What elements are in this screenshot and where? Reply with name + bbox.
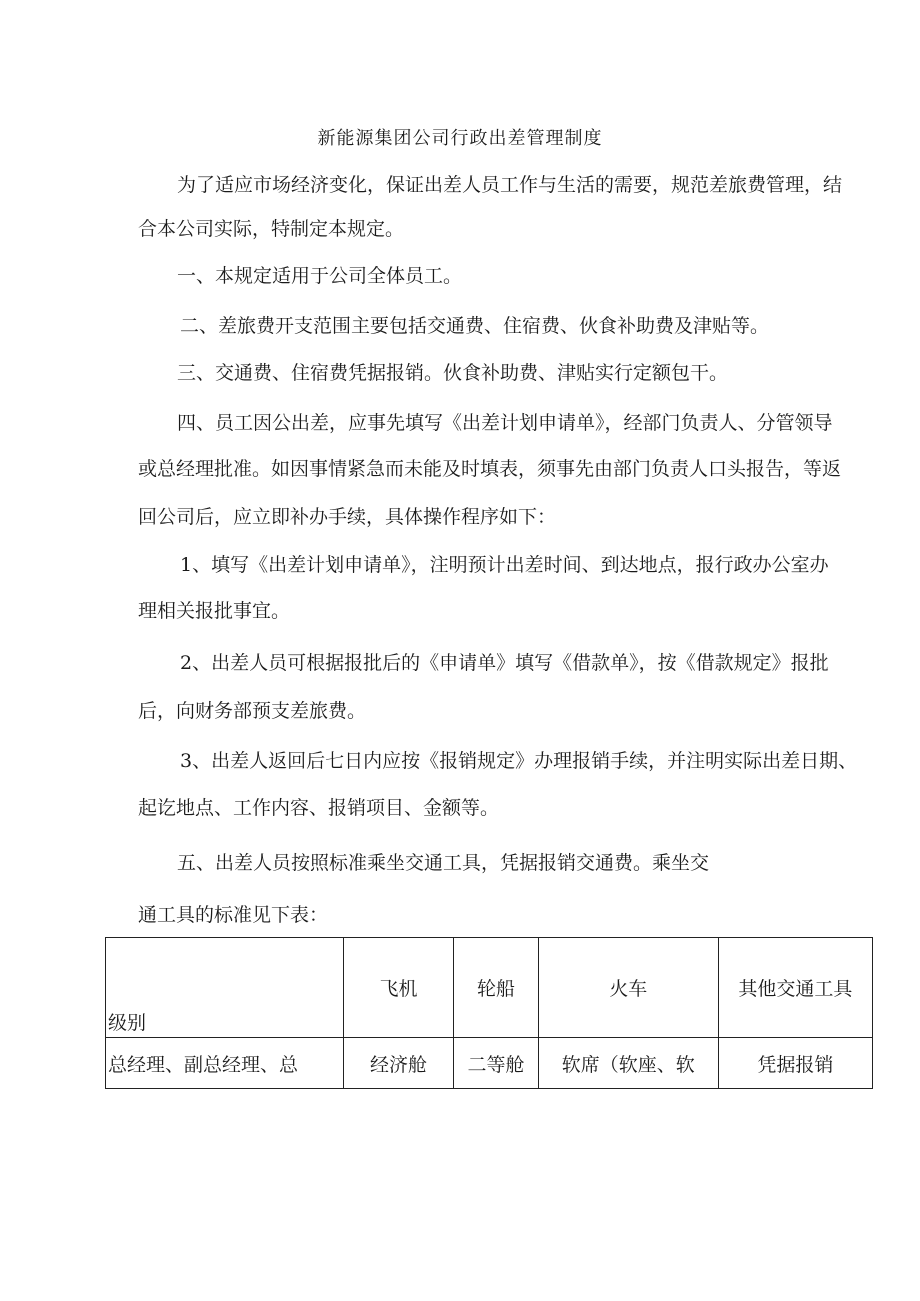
clause-4-line-3: 回公司后，应立即补办手续，具体操作程序如下： xyxy=(138,506,557,528)
row-level-cell: 总经理、副总经理、总 xyxy=(106,1038,344,1089)
header-train: 火车 xyxy=(538,938,718,1038)
clause-4-line-2: 或总经理批准。如因事情紧急而未能及时填表，须事先由部门负责人口头报告，等返 xyxy=(138,458,842,480)
step-2-line-1: 2、出差人员可根据报批后的《申请单》填写《借款单》，按《借款规定》报批 xyxy=(180,652,829,674)
header-airplane: 飞机 xyxy=(343,938,453,1038)
paragraph-intro-line-1: 为了适应市场经济变化，保证出差人员工作与生活的需要，规范差旅费管理，结 xyxy=(177,174,843,196)
step-3-line-1: 3、出差人返回后七日内应按《报销规定》办理报销手续，并注明实际出差日期、 xyxy=(180,750,858,772)
document-title: 新能源集团公司行政出差管理制度 xyxy=(317,128,603,149)
clause-1: 一、本规定适用于公司全体员工。 xyxy=(177,265,463,287)
row-other-cell: 凭据报销 xyxy=(718,1038,872,1089)
step-2-line-2: 后，向财务部预支差旅费。 xyxy=(138,700,367,722)
table-corner-cell xyxy=(106,938,344,1038)
step-1-line-1: 1、填写《出差计划申请单》，注明预计出差时间、到达地点，报行政办公室办 xyxy=(180,554,829,576)
table-header-row xyxy=(106,938,873,1038)
header-ship: 轮船 xyxy=(454,938,539,1038)
row-train-cell: 软席（软座、软 xyxy=(538,1038,718,1089)
transport-standard-table xyxy=(105,937,873,1089)
clause-4-line-1: 四、员工因公出差，应事先填写《出差计划申请单》，经部门负责人、分管领导 xyxy=(177,412,833,434)
header-other-transport: 其他交通工具 xyxy=(718,938,872,1038)
clause-2: 二、差旅费开支范围主要包括交通费、住宿费、伙食补助费及津贴等。 xyxy=(180,315,770,337)
clause-5-line-1: 五、出差人员按照标准乘坐交通工具，凭据报销交通费。乘坐交 xyxy=(177,852,710,874)
step-3-line-2: 起讫地点、工作内容、报销项目、金额等。 xyxy=(138,797,500,819)
level-header: 级别 xyxy=(108,1012,147,1034)
step-1-line-2: 理相关报批事宜。 xyxy=(138,600,291,622)
clause-3: 三、交通费、住宿费凭据报销。伙食补助费、津贴实行定额包干。 xyxy=(177,362,729,384)
clause-5-line-2: 通工具的标准见下表： xyxy=(138,904,329,926)
paragraph-intro-line-2: 合本公司实际，特制定本规定。 xyxy=(138,218,405,240)
row-ship-cell: 二等舱 xyxy=(454,1038,539,1089)
table-row xyxy=(106,1038,873,1089)
row-airplane-cell: 经济舱 xyxy=(343,1038,453,1089)
